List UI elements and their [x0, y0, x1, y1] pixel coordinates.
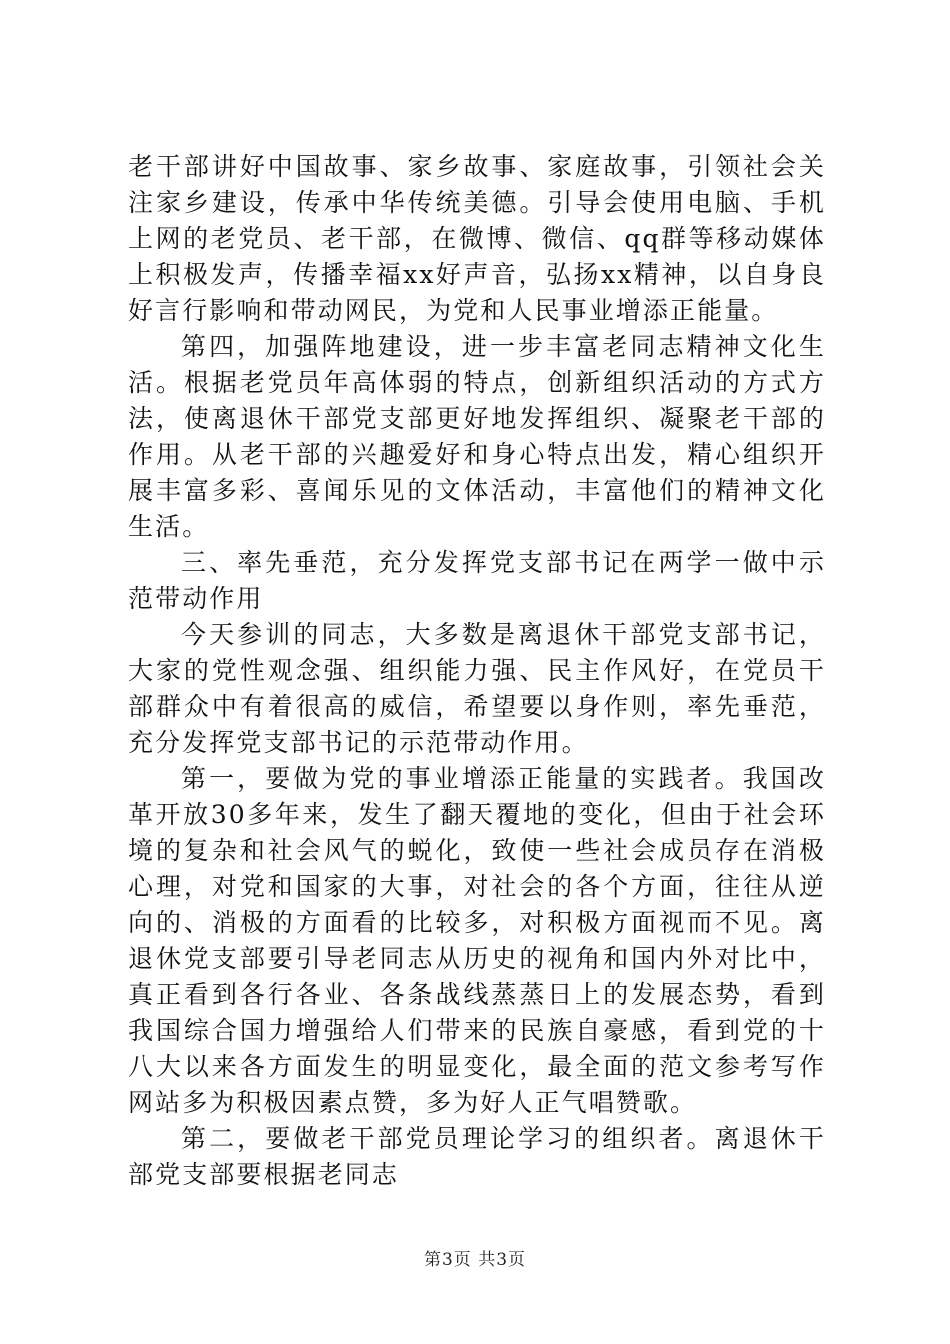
paragraph-5: 第二，要做老干部党员理论学习的组织者。离退休干部党支部要根据老同志 [128, 1124, 826, 1189]
paragraph-4: 第一，要做为党的事业增添正能量的实践者。我国改革开放30多年来，发生了翻天覆地的变化，但由于社会环境的复杂和社会风气的蜕化，致使一些社会成员存在消极心理，对党和国家的大事，对社会的各个方面，往往从逆向的、消极的方面看的比较多，对积极方面视而不见。离退休党支部要引导老同志从历史的视角和国内外对比中，真正看到各行各业、各条战线蒸蒸日上的发展态势，看到我国综合国力增强给人们带来的民族自豪感，看到党的十八大以来各方面发生的明显变化，最全面的范文参考写作网站多为积极因素点赞，多为好人正气唱赞歌。 [128, 764, 826, 1117]
page-number-footer: 第3页 共3页 [423, 1250, 527, 1270]
section-heading: 三、率先垂范，充分发挥党支部书记在两学一做中示范带动作用 [128, 548, 826, 613]
document-body [128, 149, 826, 1193]
paragraph-2: 第四，加强阵地建设，进一步丰富老同志精神文化生活。根据老党员年高体弱的特点，创新组织活动的方式方法，使离退休干部党支部更好地发挥组织、凝聚老干部的作用。从老干部的兴趣爱好和身心特点出发，精心组织开展丰富多彩、喜闻乐见的文体活动，丰富他们的精神文化生活。 [128, 332, 826, 541]
paragraph-1: 老干部讲好中国故事、家乡故事、家庭故事，引领社会关注家乡建设，传承中华传统美德。引导会使用电脑、手机上网的老党员、老干部，在微博、微信、qq群等移动媒体上积极发声，传播幸福xx好声音，弘扬xx精神，以自身良好言行影响和带动网民，为党和人民事业增添正能量。 [128, 152, 826, 325]
paragraph-3: 今天参训的同志，大多数是离退休干部党支部书记，大家的党性观念强、组织能力强、民主作风好，在党员干部群众中有着很高的威信，希望要以身作则，率先垂范，充分发挥党支部书记的示范带动作用。 [128, 620, 826, 757]
